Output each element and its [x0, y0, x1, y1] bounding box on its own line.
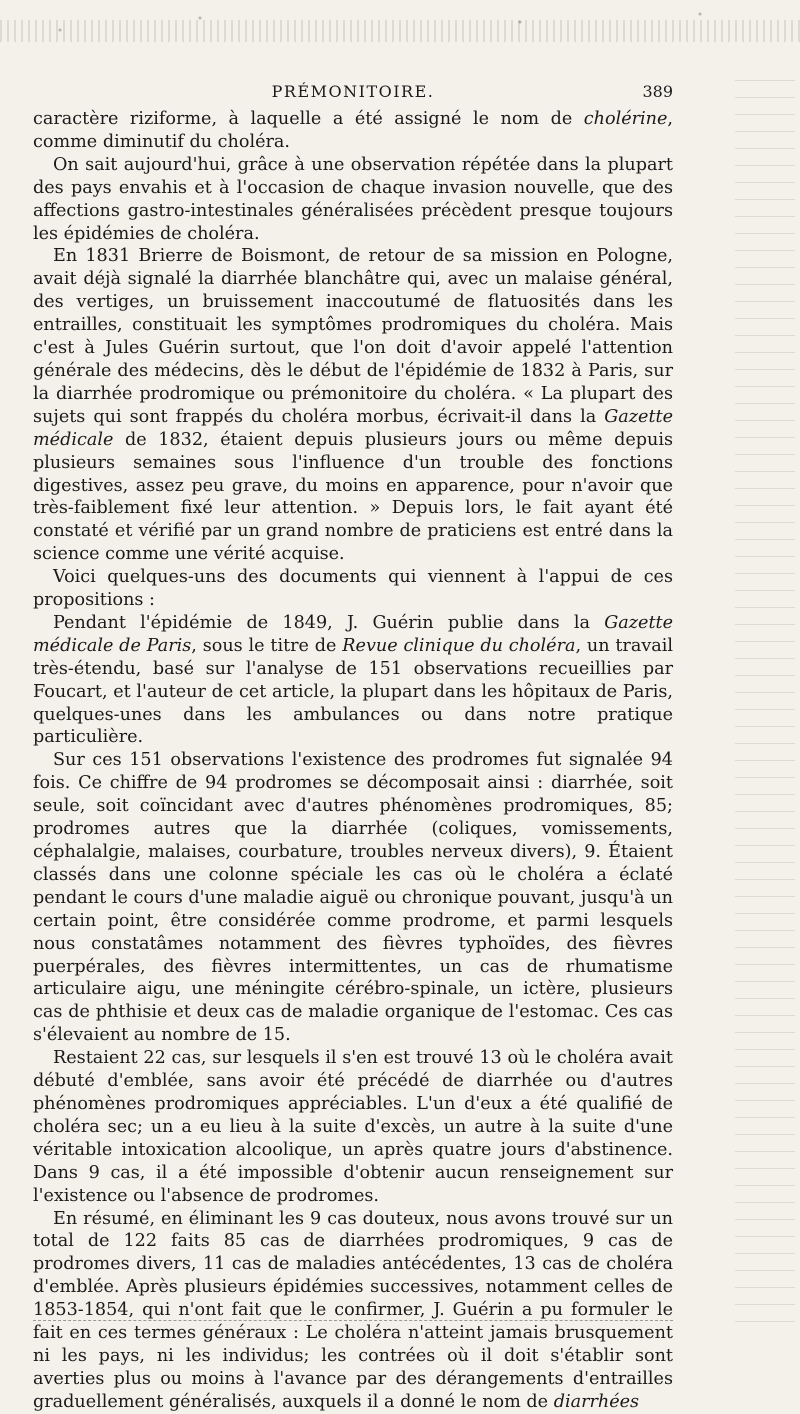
running-head	[33, 82, 673, 108]
paragraph: En 1831 Brierre de Boismont, de retour de sa mission en Pologne, avait déjà signalé la diarrhée blanchâtre qui, avec un malaise général, des vertiges, un bruissement inaccoutumé de flatuosités dans les entrailles, constituait les symptômes prodromiques du choléra. Mais c'est à Jules Guérin surtout, que l'on doit d'avoir appelé l'attention générale des médecins, dès le début de l'épidémie de 1832 à Paris, sur la diarrhée prodromique ou prémonitoire du choléra. « La plupart des sujets qui sont frappés du choléra morbus, écrivait-il dans la Gazette médicale de 1832, étaient depuis plusieurs jours ou même depuis plusieurs semaines sous l'influence d'un trouble des fonctions digestives, assez peu grave, du moins en apparence, pour n'avoir que très-faiblement fixé leur attention. » Depuis lors, le fait ayant été constaté et vérifié par un grand nombre de praticiens est entré dans la science comme une vérité acquise.	[33, 246, 673, 565]
book-page	[33, 82, 673, 1414]
scan-noise-margin	[735, 80, 795, 1330]
paragraph: On sait aujourd'hui, grâce à une observation répétée dans la plupart des pays envahis et à l'occasion de chaque invasion nouvelle, que des affections gastro-intestinales généralisées précèdent presque toujours les épidémies de choléra.	[33, 154, 673, 244]
paragraph: En résumé, en éliminant les 9 cas douteux, nous avons trouvé sur un total de 122 faits 85 cas de diarrhées prodromiques, 9 cas de prodromes divers, 11 cas de maladies antécédentes, 13 cas de choléra d'emblée. Après plusieurs épidémies successives, notamment celles de 1853-1854, qui n'ont fait que le confirmer, J. Guérin a pu formuler le fait en ces termes généraux : Le choléra n'atteint jamais brusquement ni les pays, ni les individus; les contrées où il doit s'établir sont averties plus ou moins à l'avance par des dérangements d'entrailles graduellement généralisés, auxquels il a donné le nom de diarrhées	[33, 1208, 673, 1412]
paragraph: Voici quelques-uns des documents qui viennent à l'appui de ces propositions :	[33, 567, 673, 611]
paragraph: Sur ces 151 observations l'existence des prodromes fut signalée 94 fois. Ce chiffre de 94 prodromes se décomposait ainsi : diarrhée, soit seule, soit coïncidant avec d'autres phénomènes prodromiques, 85; prodromes autres que la diarrhée (coliques, vomissements, céphalalgie, malaises, courbature, troubles nerveux divers), 9. Étaient classés dans une colonne spéciale les cas où le choléra a éclaté pendant le cours d'une maladie aiguë ou chronique pouvant, jusqu'à un certain point, être considérée comme prodrome, et parmi lesquels nous constatâmes notamment des fièvres typhoïdes, des fièvres puerpérales, des fièvres intermittentes, un cas de rhumatisme articulaire aigu, une méningite cérébro-spinale, un ictère, plusieurs cas de phthisie et deux cas de maladie organique de l'estomac. Ces cas s'élevaient au nombre de 15.	[33, 750, 673, 1046]
paragraph: Pendant l'épidémie de 1849, J. Guérin publie dans la Gazette médicale de Paris, sous le titre de Revue clinique du choléra, un travail très-étendu, basé sur l'analyse de 151 observations recueillies par Foucart, et l'auteur de cet article, la plupart dans les hôpitaux de Paris, quelques-unes dans les ambulances ou dans notre pratique particulière.	[33, 612, 674, 748]
scan-noise-top	[0, 0, 800, 70]
paragraph: caractère riziforme, à laquelle a été assigné le nom de cholérine, comme diminutif du choléra.	[33, 109, 673, 152]
paragraph: Restaient 22 cas, sur lesquels il s'en est trouvé 13 où le choléra avait débuté d'emblée, sans avoir été précédé de diarrhée ou d'autres phénomènes prodromiques appréciables. L'un d'eux a été qualifié de choléra sec; un a eu lieu à la suite d'excès, un autre à la suite d'une véritable intoxication alcoolique, un après quatre jours d'abstinence. Dans 9 cas, il a été impossible d'obtenir aucun renseignement sur l'existence ou l'absence de prodromes.	[33, 1048, 673, 1206]
page-title: PRÉMONITOIRE.	[271, 82, 435, 101]
footer-rule	[33, 1320, 673, 1321]
page-number: 389	[642, 82, 673, 101]
body-text	[33, 108, 673, 1414]
